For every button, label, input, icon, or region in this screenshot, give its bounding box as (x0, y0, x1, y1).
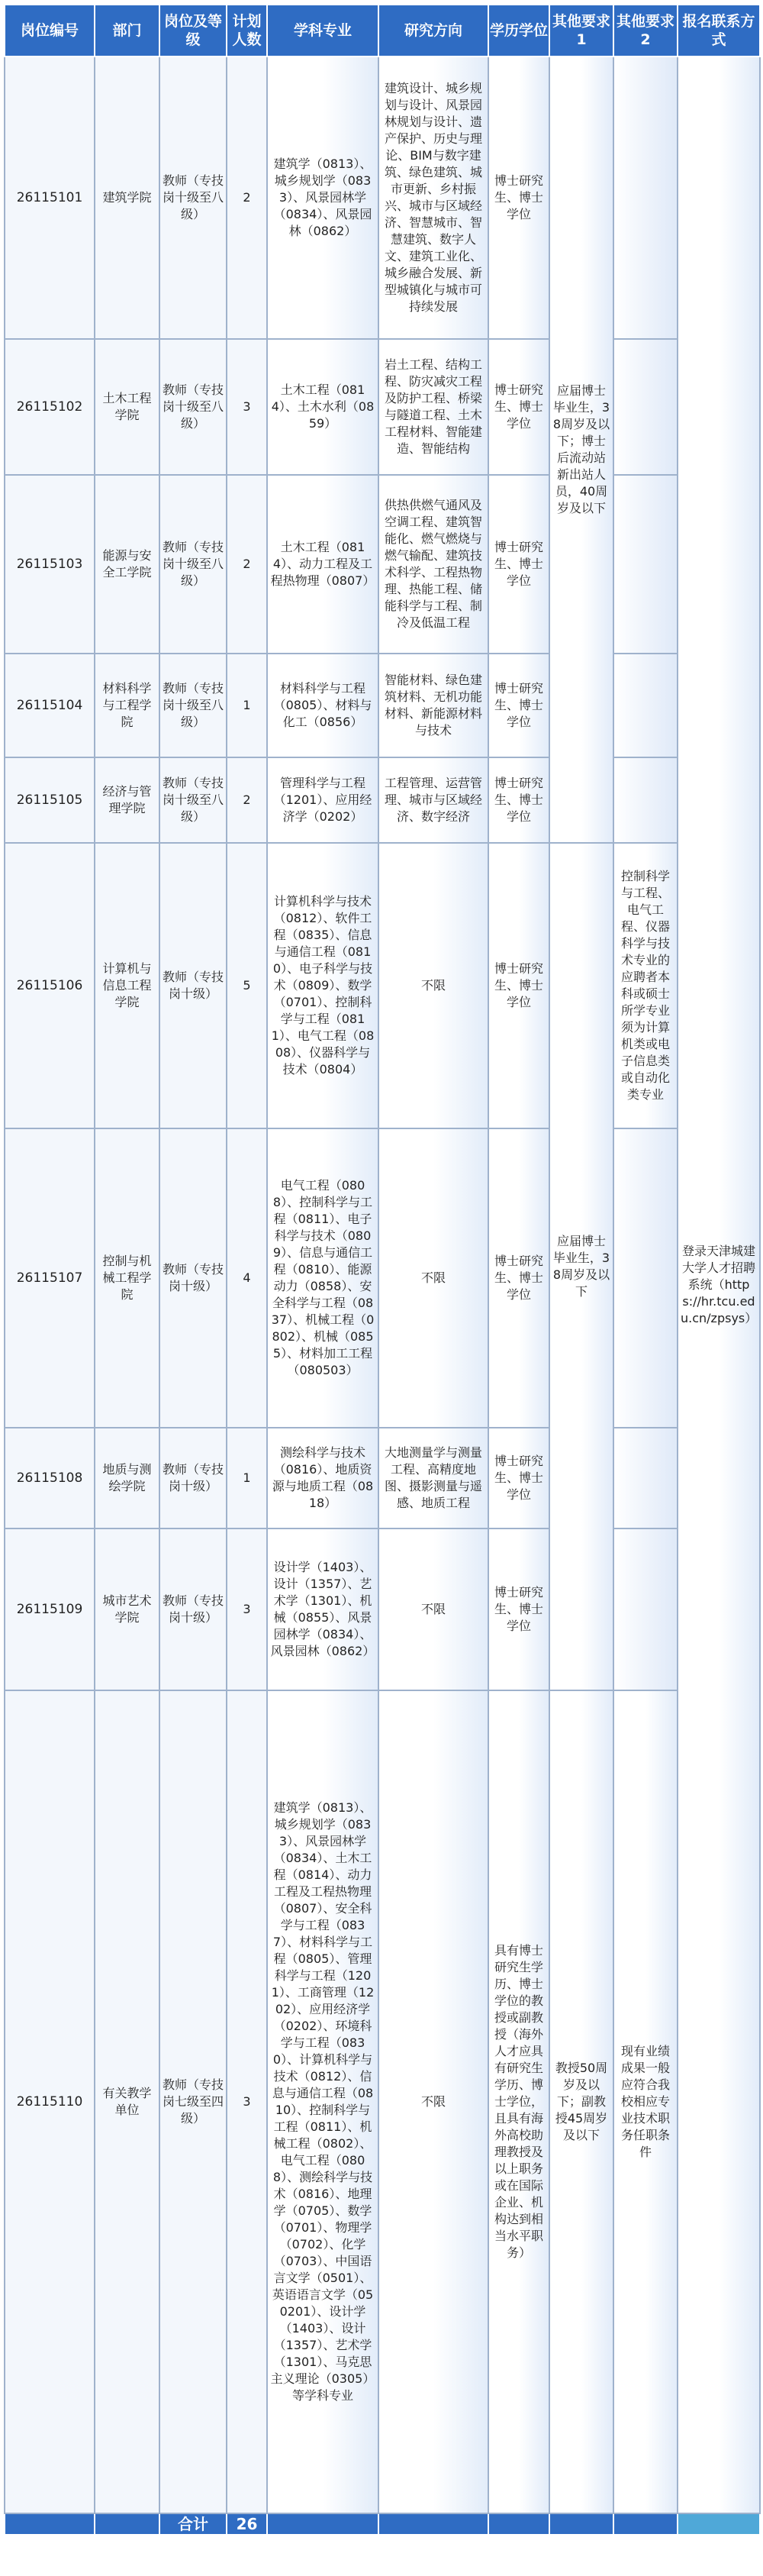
cell-major: 计算机科学与技术（0812）、软件工程（0835）、信息与通信工程（0810）、电子科学与技术（0809）、数学（0701）、控制科学与工程（0811）、电气工程（0808）、仪器科学与技术（0804） (267, 843, 378, 1128)
cell-count: 5 (227, 843, 267, 1128)
cell-post-id: 26115103 (5, 475, 95, 654)
cell-level: 教师（专技岗十级至八级） (159, 339, 227, 475)
cell-count: 4 (227, 1128, 267, 1428)
cell-department: 城市艺术学院 (95, 1528, 159, 1690)
recruitment-table-container (4, 4, 759, 2536)
cell-direction: 不限 (378, 843, 488, 1128)
cell-other1-group-a: 应届博士毕业生，38周岁及以下；博士后流动站新出站人员，40周岁及以下 (549, 56, 613, 843)
cell-post-id: 26115110 (5, 1690, 95, 2513)
footer-total-label: 合计 (159, 2513, 227, 2535)
cell-direction: 建筑设计、城乡规划与设计、风景园林规划与设计、遗产保护、历史与理论、BIM与数字建筑、绿色建筑、城市更新、乡村振兴、城市与区域经济、智慧城市、智慧建筑、数字人文、建筑工业化、城乡融合发展、新型城镇化与城市可持续发展 (378, 56, 488, 339)
cell-level: 教师（专技岗十级至八级） (159, 475, 227, 654)
footer-cell (549, 2513, 613, 2535)
cell-count: 2 (227, 757, 267, 843)
footer-cell (678, 2513, 760, 2535)
cell-count: 3 (227, 339, 267, 475)
cell-major: 建筑学（0813）、城乡规划学（0833）、风景园林学（0834）、风景园林（0862） (267, 56, 378, 339)
cell-degree: 博士研究生、博士学位 (488, 654, 549, 757)
cell-degree: 博士研究生、博士学位 (488, 1428, 549, 1528)
footer-cell (378, 2513, 488, 2535)
footer-row (5, 2513, 760, 2535)
cell-other2-note: 现有业绩成果一般应符合我校相应专业技术职务任职条件 (613, 1690, 678, 2513)
cell-direction: 不限 (378, 1690, 488, 2513)
cell-major: 建筑学（0813）、城乡规划学（0833）、风景园林学（0834）、土木工程（0814）、动力工程及工程热物理（0807）、安全科学与工程（0837）、材料科学与工程（0805）、管理科学与工程（1201）、工商管理（1202）、应用经济学（0202）、环境科学与工程（0830）、计算机科学与技术（0812）、信息与通信工程（0810）、控制科学与工程（0811）、机械工程（0802）、电气工程（0808）、测绘科学与技术（0816）、地理学（0705）、数学（0701）、物理学（0702）、化学（0703）、中国语言文学（0501）、英语语言文学（050201）、设计学（1403）、设计（1357）、艺术学（1301）、马克思主义理论（0305）等学科专业 (267, 1690, 378, 2513)
footer-cell (95, 2513, 159, 2535)
cell-count: 3 (227, 1690, 267, 2513)
cell-count: 1 (227, 1428, 267, 1528)
footer-cell (488, 2513, 549, 2535)
cell-post-id: 26115105 (5, 757, 95, 843)
cell-count: 3 (227, 1528, 267, 1690)
cell-major: 测绘科学与技术（0816）、地质资源与地质工程（0818） (267, 1428, 378, 1528)
cell-level: 教师（专技岗十级） (159, 1528, 227, 1690)
cell-count: 1 (227, 654, 267, 757)
cell-department: 建筑学院 (95, 56, 159, 339)
table-row (5, 654, 760, 757)
header-cell-direction: 研究方向 (378, 5, 488, 56)
cell-major: 电气工程（0808）、控制科学与工程（0811）、电子科学与技术（0809）、信息与通信工程（0810）、能源动力（0858）、安全科学与工程（0837）、机械工程（0802）、机械（0855）、材料加工工程（080503） (267, 1128, 378, 1428)
cell-level: 教师（专技岗十级） (159, 843, 227, 1128)
cell-department: 材料科学与工程学院 (95, 654, 159, 757)
cell-count: 2 (227, 475, 267, 654)
header-cell-post-id: 岗位编号 (5, 5, 95, 56)
cell-other2-note: 控制科学与工程、电气工程、仪器科学与技术专业的应聘者本科或硕士所学专业须为计算机类或电子信息类或自动化类专业 (613, 843, 678, 1128)
header-cell-other1: 其他要求1 (549, 5, 613, 56)
cell-post-id: 26115106 (5, 843, 95, 1128)
cell-other2-empty (613, 1128, 678, 1428)
table-row (5, 1428, 760, 1528)
cell-other1-group-c: 教授50周岁及以下；副教授45周岁及以下 (549, 1690, 613, 2513)
cell-degree: 博士研究生、博士学位 (488, 757, 549, 843)
cell-other2-empty (613, 757, 678, 843)
cell-other1-group-b: 应届博士毕业生，38周岁及以下 (549, 843, 613, 1690)
header-cell-count: 计划人数 (227, 5, 267, 56)
cell-major: 土木工程（0814）、动力工程及工程热物理（0807） (267, 475, 378, 654)
header-cell-other2: 其他要求2 (613, 5, 678, 56)
cell-department: 能源与安全工学院 (95, 475, 159, 654)
table-row (5, 56, 760, 339)
cell-level: 教师（专技岗十级至八级） (159, 654, 227, 757)
header-cell-department: 部门 (95, 5, 159, 56)
cell-other2-empty (613, 56, 678, 339)
cell-direction: 供热供燃气通风及空调工程、建筑智能化、燃气燃烧与燃气输配、建筑技术科学、工程热物理、热能工程、储能科学与工程、制冷及低温工程 (378, 475, 488, 654)
cell-direction: 岩土工程、结构工程、防灾减灾工程及防护工程、桥梁与隧道工程、土木工程材料、智能建造、智能结构 (378, 339, 488, 475)
cell-department: 经济与管理学院 (95, 757, 159, 843)
cell-direction: 不限 (378, 1528, 488, 1690)
table-row (5, 757, 760, 843)
cell-degree: 博士研究生、博士学位 (488, 1128, 549, 1428)
cell-contact: 登录天津城建大学人才招聘系统（https://hr.tcu.edu.cn/zpsys） (678, 56, 760, 2513)
cell-level: 教师（专技岗十级至八级） (159, 56, 227, 339)
cell-post-id: 26115108 (5, 1428, 95, 1528)
cell-direction: 智能材料、绿色建筑材料、无机功能材料、新能源材料与技术 (378, 654, 488, 757)
cell-degree: 博士研究生、博士学位 (488, 56, 549, 339)
cell-other2-empty (613, 1528, 678, 1690)
cell-count: 2 (227, 56, 267, 339)
cell-degree: 具有博士研究生学历、博士学位的教授或副教授（海外人才应具有研究生学历、博士学位，且具有海外高校助理教授及以上职务或在国际企业、机构达到相当水平职务） (488, 1690, 549, 2513)
cell-post-id: 26115107 (5, 1128, 95, 1428)
cell-other2-empty (613, 654, 678, 757)
header-cell-major: 学科专业 (267, 5, 378, 56)
table-row (5, 1690, 760, 2513)
cell-level: 教师（专技岗七级至四级） (159, 1690, 227, 2513)
cell-degree: 博士研究生、博士学位 (488, 339, 549, 475)
header-cell-degree: 学历学位 (488, 5, 549, 56)
cell-level: 教师（专技岗十级） (159, 1428, 227, 1528)
footer-cell (5, 2513, 95, 2535)
cell-level: 教师（专技岗十级） (159, 1128, 227, 1428)
cell-major: 材料科学与工程（0805）、材料与化工（0856） (267, 654, 378, 757)
cell-direction: 大地测量学与测量工程、高精度地图、摄影测量与遥感、地质工程 (378, 1428, 488, 1528)
cell-post-id: 26115102 (5, 339, 95, 475)
cell-other2-empty (613, 475, 678, 654)
recruitment-table (4, 4, 761, 2536)
cell-department: 有关教学单位 (95, 1690, 159, 2513)
table-row (5, 339, 760, 475)
cell-degree: 博士研究生、博士学位 (488, 1528, 549, 1690)
cell-department: 土木工程学院 (95, 339, 159, 475)
cell-degree: 博士研究生、博士学位 (488, 843, 549, 1128)
cell-department: 控制与机械工程学院 (95, 1128, 159, 1428)
cell-major: 设计学（1403）、设计（1357）、艺术学（1301）、机械（0855）、风景园林学（0834）、风景园林（0862） (267, 1528, 378, 1690)
cell-department: 地质与测绘学院 (95, 1428, 159, 1528)
header-cell-contact: 报名联系方式 (678, 5, 760, 56)
cell-department: 计算机与信息工程学院 (95, 843, 159, 1128)
cell-level: 教师（专技岗十级至八级） (159, 757, 227, 843)
cell-direction: 不限 (378, 1128, 488, 1428)
footer-cell (613, 2513, 678, 2535)
cell-post-id: 26115109 (5, 1528, 95, 1690)
cell-post-id: 26115104 (5, 654, 95, 757)
table-row (5, 843, 760, 1128)
table-row (5, 1528, 760, 1690)
cell-other2-empty (613, 1428, 678, 1528)
header-cell-level: 岗位及等级 (159, 5, 227, 56)
footer-cell (267, 2513, 378, 2535)
cell-degree: 博士研究生、博士学位 (488, 475, 549, 654)
cell-post-id: 26115101 (5, 56, 95, 339)
cell-other2-empty (613, 339, 678, 475)
footer-total-value: 26 (227, 2513, 267, 2535)
header-row (5, 5, 760, 56)
cell-major: 管理科学与工程（1201）、应用经济学（0202） (267, 757, 378, 843)
cell-major: 土木工程（0814）、土木水利（0859） (267, 339, 378, 475)
table-row (5, 1128, 760, 1428)
table-row (5, 475, 760, 654)
cell-direction: 工程管理、运营管理、城市与区域经济、数字经济 (378, 757, 488, 843)
